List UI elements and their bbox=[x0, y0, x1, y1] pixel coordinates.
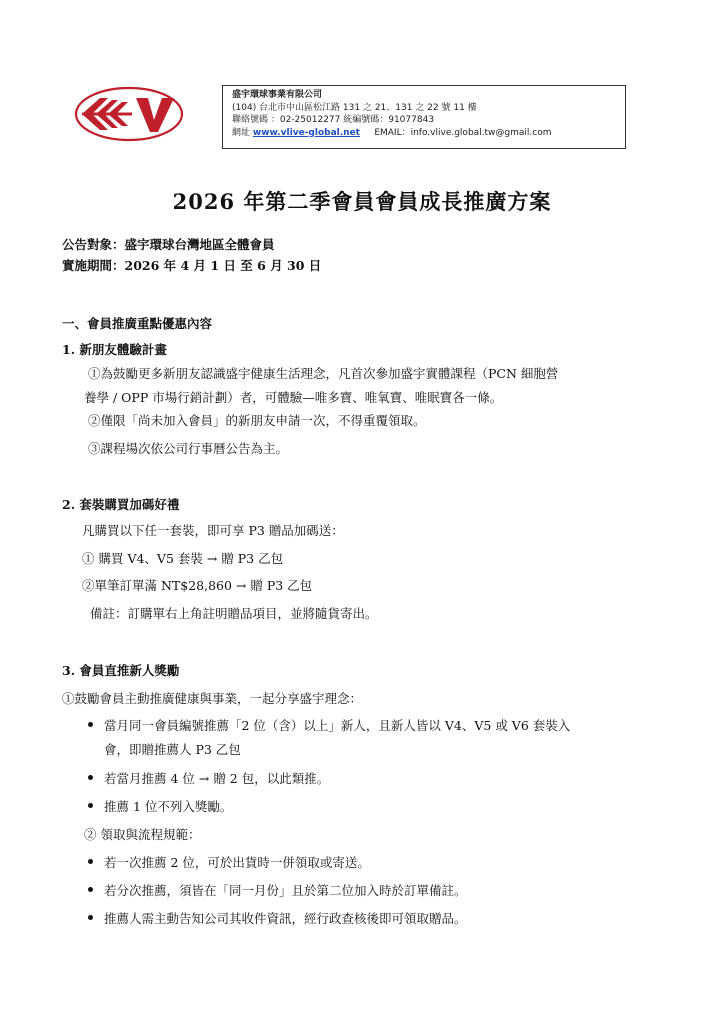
item2-note: 備註：訂購單右上角註明贈品項目，並將隨貨寄出。 bbox=[90, 606, 378, 621]
company-name: 盛宇環球事業有限公司 bbox=[232, 90, 323, 100]
item3-intro: ①鼓勵會員主動推廣健康與事業，一起分享盛宇理念： bbox=[62, 691, 363, 706]
audience-line: 公告對象：盛宇環球台灣地區全體會員 bbox=[62, 237, 275, 252]
item2-intro: 凡購買以下任一套裝，即可享 P3 贈品加碼送： bbox=[82, 523, 344, 538]
bullet-icon bbox=[88, 915, 93, 920]
period-line: 實施期間：2026 年 4 月 1 日 至 6 月 30 日 bbox=[62, 258, 322, 273]
bullet-icon bbox=[88, 775, 93, 780]
item3-bullet6: 推薦人需主動告知公司其收件資訊，經行政查核後即可領取贈品。 bbox=[104, 911, 467, 926]
bullet-icon bbox=[88, 803, 93, 808]
bullet-icon bbox=[88, 859, 93, 864]
item3-sub2: ② 領取與流程規範： bbox=[84, 827, 201, 842]
item2-option2: ②單筆訂單滿 NT$28,860 → 贈 P3 乙包 bbox=[82, 578, 313, 593]
company-address: (104) 台北市中山區松江路 131 之 21、131 之 22 號 11 樓 bbox=[232, 102, 477, 113]
item1-p1-line2: 養學 / OPP 市場行銷計劃）者，可體驗—唯多寶、唯氧寶、唯眠寶各一條。 bbox=[84, 390, 503, 405]
company-phone: 聯絡號碼 ：02-25012277 統編號碼：91077843 bbox=[232, 115, 435, 125]
company-web-row bbox=[232, 127, 616, 140]
website-label: 網址 bbox=[232, 127, 251, 138]
item3-title: 3. 會員直推新人獎勵 bbox=[62, 663, 180, 678]
item1-p1-line1: ①為鼓勵更多新朋友認識盛宇健康生活理念，凡首次參加盛宇實體課程（PCN 細胞營 bbox=[88, 366, 559, 381]
item3-bullet4: 若一次推薦 2 位，可於出貨時一併領取或寄送。 bbox=[104, 855, 370, 870]
item1-p2: ②僅限「尚未加入會員」的新朋友申請一次，不得重覆領取。 bbox=[88, 413, 426, 428]
item2-option1: ① 購買 V4、V5 套裝 → 贈 P3 乙包 bbox=[82, 551, 284, 566]
company-email: EMAIL：info.vlive.global.tw@gmail.com bbox=[374, 127, 552, 138]
website-link[interactable]: www.vlive-global.net bbox=[252, 127, 360, 138]
item3-bullet5: 若分次推薦，須皆在「同一月份」且於第二位加入時於訂單備註。 bbox=[104, 883, 467, 898]
company-info-box bbox=[222, 85, 626, 149]
section-heading: 一、會員推廣重點優惠內容 bbox=[62, 316, 213, 331]
item3-bullet2: 若當月推薦 4 位 → 贈 2 包，以此類推。 bbox=[104, 771, 330, 786]
item2-title: 2. 套裝購買加碼好禮 bbox=[62, 497, 180, 512]
bullet-icon bbox=[88, 722, 93, 727]
bullet-icon bbox=[88, 887, 93, 892]
company-logo bbox=[74, 86, 184, 142]
page-title: 2026 年第二季會員會員成長推廣方案 bbox=[172, 189, 552, 214]
item3-bullet1-line2: 會，即贈推薦人 P3 乙包 bbox=[104, 742, 241, 757]
item3-bullet3: 推薦 1 位不列入獎勵。 bbox=[104, 799, 233, 814]
item1-p3: ③課程場次依公司行事曆公告為主。 bbox=[88, 441, 289, 456]
item1-title: 1. 新朋友體驗計畫 bbox=[62, 342, 167, 357]
item3-bullet1-line1: 當月同一會員編號推薦「2 位（含）以上」新人，且新人皆以 V4、V5 或 V6 套裝入 bbox=[104, 718, 571, 733]
